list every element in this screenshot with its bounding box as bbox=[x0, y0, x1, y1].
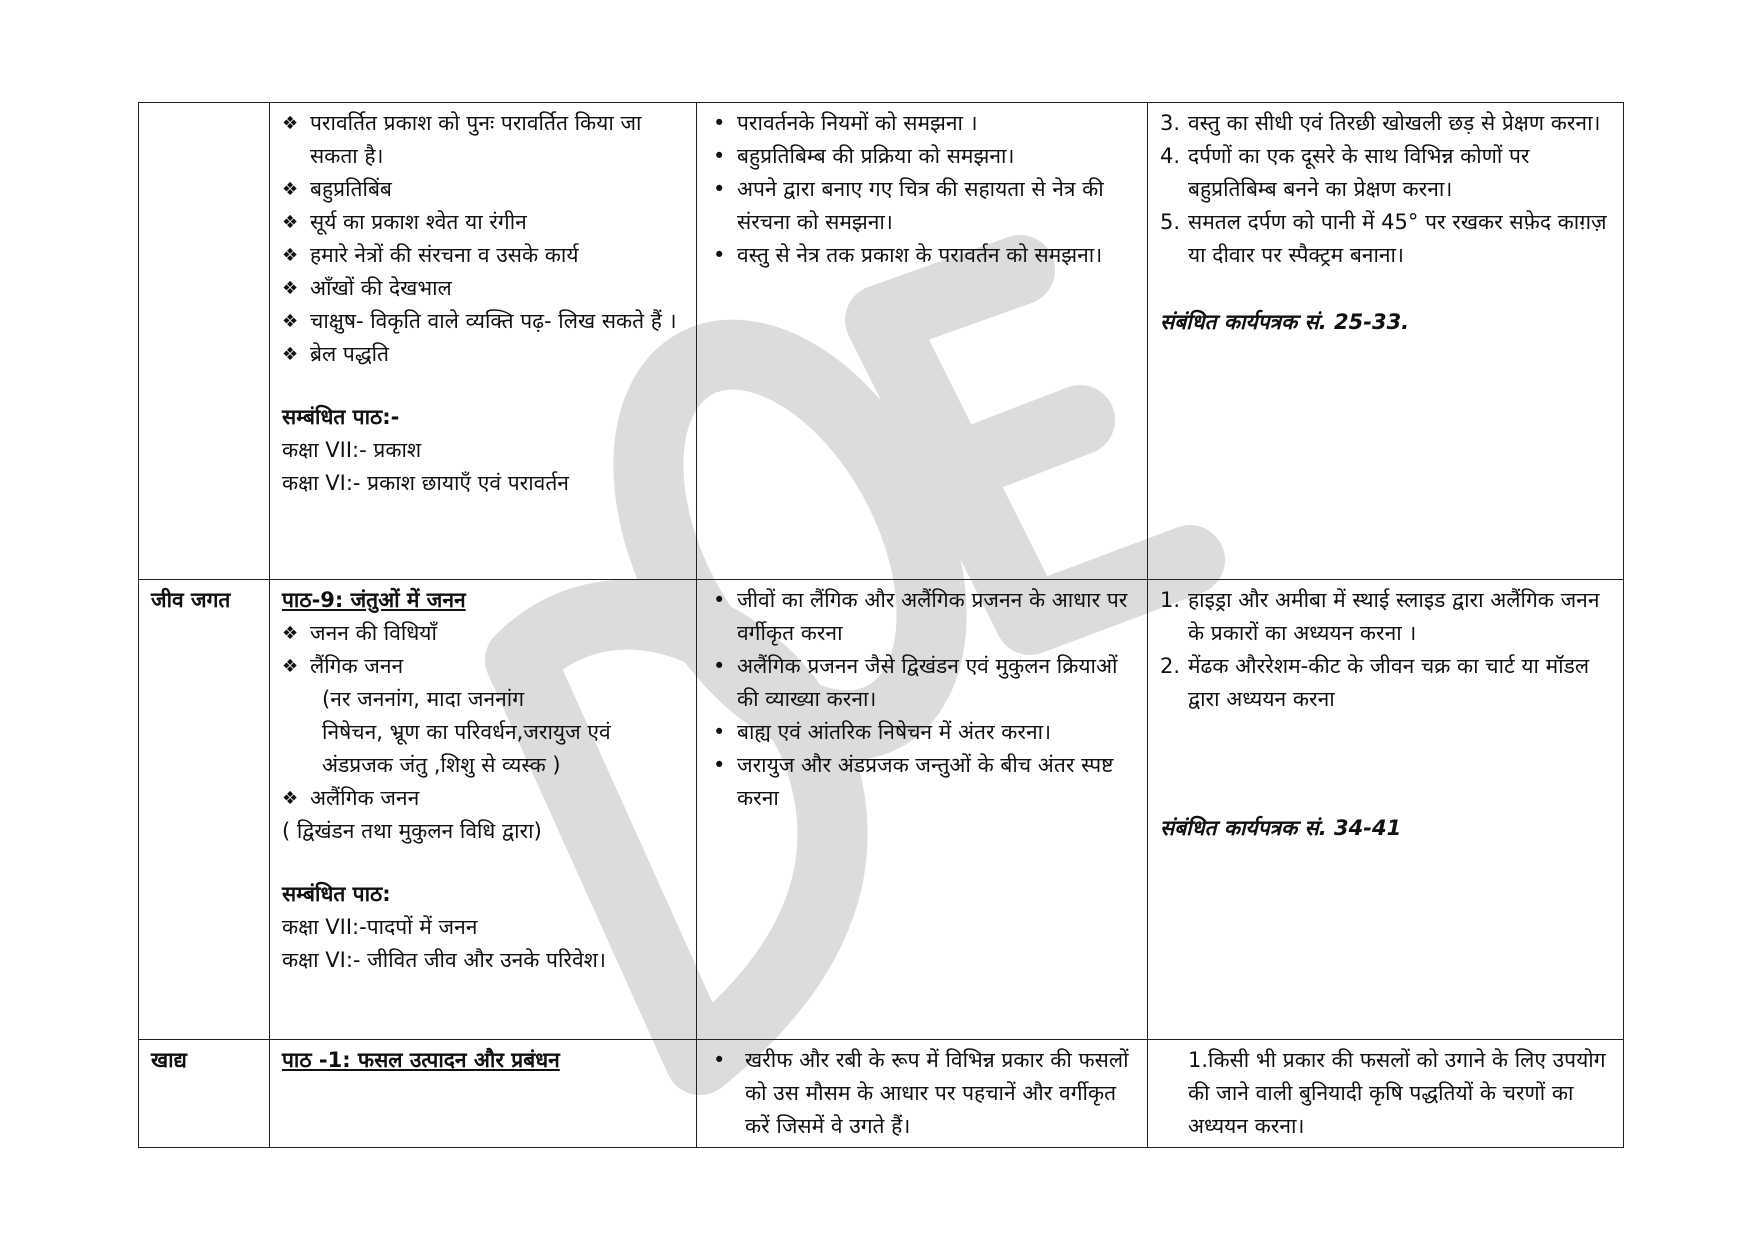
detail-line: अंडप्रजक जंतु ,शिशु से व्यस्क ) bbox=[322, 753, 561, 777]
list-item: ❖ सूर्य का प्रकाश श्वेत या रंगीन bbox=[282, 206, 686, 239]
topic-cell bbox=[139, 1040, 270, 1148]
list-item: ❖ बहुप्रतिबिंब bbox=[282, 173, 686, 206]
topic-cell bbox=[139, 580, 270, 1040]
worksheet-reference: संबंधित कार्यपत्रक सं. 25-33. bbox=[1160, 310, 1410, 334]
diamond-bullet-icon: ❖ bbox=[282, 212, 299, 233]
content-bullet-list bbox=[282, 782, 686, 815]
activities-cell bbox=[1148, 1040, 1624, 1148]
outcomes-list bbox=[709, 1044, 1137, 1143]
list-item: ❖ ब्रेल पद्धति bbox=[282, 338, 686, 371]
dot-bullet-icon: • bbox=[713, 243, 726, 267]
activities-list bbox=[1160, 107, 1613, 272]
list-item: ❖ जनन की विधियाँ bbox=[282, 617, 686, 650]
dot-bullet-icon: • bbox=[713, 177, 726, 201]
content-cell bbox=[270, 1040, 697, 1148]
curriculum-table bbox=[138, 102, 1624, 1148]
list-item: • बहुप्रतिबिम्ब की प्रक्रिया को समझना। bbox=[709, 140, 1137, 173]
diamond-bullet-icon: ❖ bbox=[282, 278, 299, 299]
list-item: ❖ अलैंगिक जनन bbox=[282, 782, 686, 815]
list-item: • जीवों का लैंगिक और अलैंगिक प्रजनन के आधार पर वर्गीकृत करना bbox=[709, 584, 1137, 650]
outcomes-list bbox=[709, 107, 1137, 272]
dot-bullet-icon: • bbox=[713, 654, 726, 678]
list-item: • बाह्य एवं आंतरिक निषेचन में अंतर करना। bbox=[709, 716, 1137, 749]
dot-bullet-icon: • bbox=[713, 720, 726, 744]
related-lessons-heading: सम्बंधित पाठ:- bbox=[282, 405, 400, 429]
list-item: ❖ आँखों की देखभाल bbox=[282, 272, 686, 305]
diamond-bullet-icon: ❖ bbox=[282, 788, 299, 809]
list-item: • अलैंगिक प्रजनन जैसे द्विखंडन एवं मुकुलन क्रियाओं की व्याख्या करना। bbox=[709, 650, 1137, 716]
list-item: 3. वस्तु का सीधी एवं तिरछी खोखली छड़ से प्रेक्षण करना। bbox=[1160, 111, 1601, 135]
related-lessons-heading: सम्बंधित पाठ: bbox=[282, 882, 391, 906]
list-item: • वस्तु से नेत्र तक प्रकाश के परावर्तन को समझना। bbox=[709, 239, 1137, 272]
topic-cell bbox=[139, 103, 270, 580]
list-item: • खरीफ और रबी के रूप में विभिन्न प्रकार की फसलों को उस मौसम के आधार पर पहचानें और वर्गीकृत करें जिसमें वे उगते हैं। bbox=[709, 1044, 1137, 1143]
activities-cell bbox=[1148, 103, 1624, 580]
content-cell bbox=[270, 103, 697, 580]
detail-line: (नर जननांग, मादा जननांग bbox=[322, 687, 525, 711]
lesson-heading: पाठ-9: जंतुओं में जनन bbox=[282, 588, 466, 612]
list-item: • अपने द्वारा बनाए गए चित्र की सहायता से नेत्र की संरचना को समझना। bbox=[709, 173, 1137, 239]
diamond-bullet-icon: ❖ bbox=[282, 623, 299, 644]
table-row bbox=[139, 103, 1624, 580]
activity-text: 1.किसी भी प्रकार की फसलों को उगाने के लिए उपयोग की जाने वाली बुनियादी कृषि पद्धतियों के चरणों का अध्ययन करना। bbox=[1188, 1048, 1606, 1138]
list-item: ❖ लैंगिक जनन bbox=[282, 650, 686, 683]
outcomes-cell bbox=[697, 103, 1148, 580]
method-note: ( द्विखंडन तथा मुकुलन विधि द्वारा) bbox=[282, 819, 542, 843]
diamond-bullet-icon: ❖ bbox=[282, 311, 299, 332]
topic-label: खाद्य bbox=[151, 1048, 187, 1072]
related-lesson: कक्षा VI:- प्रकाश छायाएँ एवं परावर्तन bbox=[282, 471, 569, 495]
dot-bullet-icon: • bbox=[713, 753, 726, 777]
worksheet-reference: संबंधित कार्यपत्रक सं. 34-41 bbox=[1160, 816, 1402, 840]
outcomes-list bbox=[709, 584, 1137, 815]
list-item: • परावर्तनके नियमों को समझना । bbox=[709, 107, 1137, 140]
diamond-bullet-icon: ❖ bbox=[282, 179, 299, 200]
dot-bullet-icon: • bbox=[713, 1048, 726, 1072]
dot-bullet-icon: • bbox=[713, 588, 726, 612]
outcomes-cell bbox=[697, 580, 1148, 1040]
table-row bbox=[139, 580, 1624, 1040]
diamond-bullet-icon: ❖ bbox=[282, 656, 299, 677]
list-item: 5. समतल दर्पण को पानी में 45° पर रखकर सफ़ेद काग़ज़ या दीवार पर स्पैक्ट्रम बनाना। bbox=[1160, 210, 1607, 267]
table-row bbox=[139, 1040, 1624, 1148]
content-bullet-list bbox=[282, 617, 686, 683]
detail-line: निषेचन, भ्रूण का परिवर्धन,जरायुज एवं bbox=[322, 720, 611, 744]
dot-bullet-icon: • bbox=[713, 144, 726, 168]
related-lesson: कक्षा VII:- प्रकाश bbox=[282, 438, 422, 462]
lesson-heading: पाठ -1: फसल उत्पादन और प्रबंधन bbox=[282, 1048, 560, 1072]
activities-cell bbox=[1148, 580, 1624, 1040]
diamond-bullet-icon: ❖ bbox=[282, 245, 299, 266]
list-item: ❖ हमारे नेत्रों की संरचना व उसके कार्य bbox=[282, 239, 686, 272]
topic-label: जीव जगत bbox=[151, 588, 231, 612]
list-item: 2. मेंढक औररेशम-कीट के जीवन चक्र का चार्ट या मॉडल द्वारा अध्ययन करना bbox=[1160, 654, 1590, 711]
list-item: ❖ चाक्षुष- विकृति वाले व्यक्ति पढ़- लिख सकते हैं । bbox=[282, 305, 686, 338]
list-item: 1. हाइड्रा और अमीबा में स्थाई स्लाइड द्वारा अलैंगिक जनन के प्रकारों का अध्ययन करना । bbox=[1160, 588, 1600, 645]
list-item: ❖ परावर्तित प्रकाश को पुनः परावर्तित किया जा सकता है। bbox=[282, 107, 686, 173]
content-bullet-list bbox=[282, 107, 686, 371]
dot-bullet-icon: • bbox=[713, 111, 726, 135]
diamond-bullet-icon: ❖ bbox=[282, 113, 299, 134]
list-item: 4. दर्पणों का एक दूसरे के साथ विभिन्न कोणों पर बहुप्रतिबिम्ब बनने का प्रेक्षण करना। bbox=[1160, 144, 1530, 201]
related-lesson: कक्षा VII:-पादपों में जनन bbox=[282, 915, 478, 939]
outcomes-cell bbox=[697, 1040, 1148, 1148]
content-cell bbox=[270, 580, 697, 1040]
activities-list bbox=[1160, 584, 1613, 716]
list-item: • जरायुज और अंडप्रजक जन्तुओं के बीच अंतर स्पष्ट करना bbox=[709, 749, 1137, 815]
diamond-bullet-icon: ❖ bbox=[282, 344, 299, 365]
related-lesson: कक्षा VI:- जीवित जीव और उनके परिवेश। bbox=[282, 948, 606, 972]
